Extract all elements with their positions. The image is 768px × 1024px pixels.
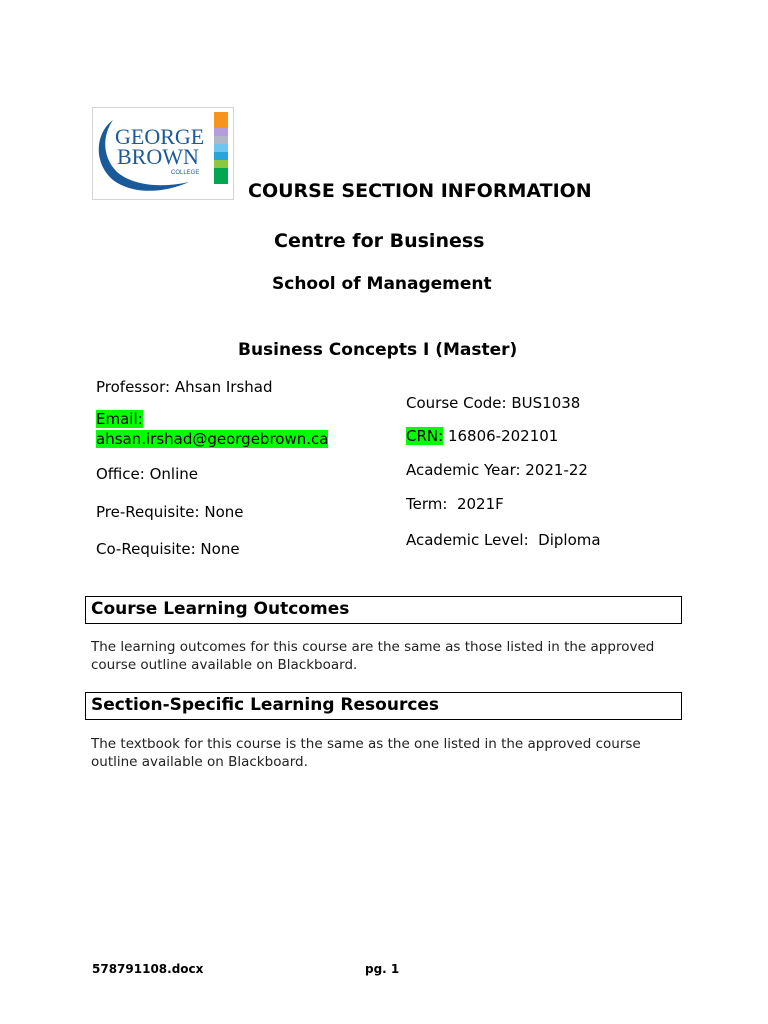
email-link[interactable]: ahsan.irshad@georgebrown.ca [96, 430, 329, 448]
outcomes-text: The learning outcomes for this course are the same as those listed in the approved course outline available on Blackboard. [91, 639, 655, 673]
course-title: Business Concepts I (Master) [238, 340, 518, 360]
college-logo [92, 107, 234, 200]
academic-level-field: Academic Level: Diploma [406, 531, 601, 549]
resources-text: The textbook for this course is the same as the one listed in the approved course outline available on Blackboard. [91, 736, 641, 770]
term-field: Term: 2021F [406, 495, 504, 513]
office-field: Office: Online [96, 465, 198, 483]
logo-line1: GEORGE [115, 124, 205, 149]
prereq-field: Pre-Requisite: None [96, 503, 244, 521]
school-heading: School of Management [272, 274, 492, 294]
logo-line3: COLLEGE [171, 170, 200, 176]
crn-value: 16806-202101 [443, 427, 559, 445]
professor-field: Professor: Ahsan Irshad [96, 378, 273, 396]
footer-page-number: pg. 1 [365, 962, 400, 976]
email-label [96, 410, 143, 428]
resources-section-header [85, 692, 682, 720]
centre-heading: Centre for Business [274, 230, 485, 252]
academic-year-field: Academic Year: 2021-22 [406, 461, 588, 479]
logo-color-stripes [214, 112, 228, 184]
crn-label: CRN: [406, 427, 444, 445]
resources-title: Section-Specific Learning Resources [91, 695, 440, 715]
outcomes-section-header [85, 596, 682, 624]
email-value[interactable] [96, 430, 328, 448]
coreq-field: Co-Requisite: None [96, 540, 240, 558]
course-code-field: Course Code: BUS1038 [406, 394, 581, 412]
page-title: COURSE SECTION INFORMATION [248, 180, 592, 202]
outcomes-title: Course Learning Outcomes [91, 599, 350, 619]
footer-filename: 578791108.docx [92, 962, 204, 976]
logo-swoosh-icon [93, 108, 213, 199]
email-label-text: Email: [96, 410, 143, 428]
crn-field [406, 427, 558, 445]
logo-line2: BROWN [117, 144, 199, 169]
